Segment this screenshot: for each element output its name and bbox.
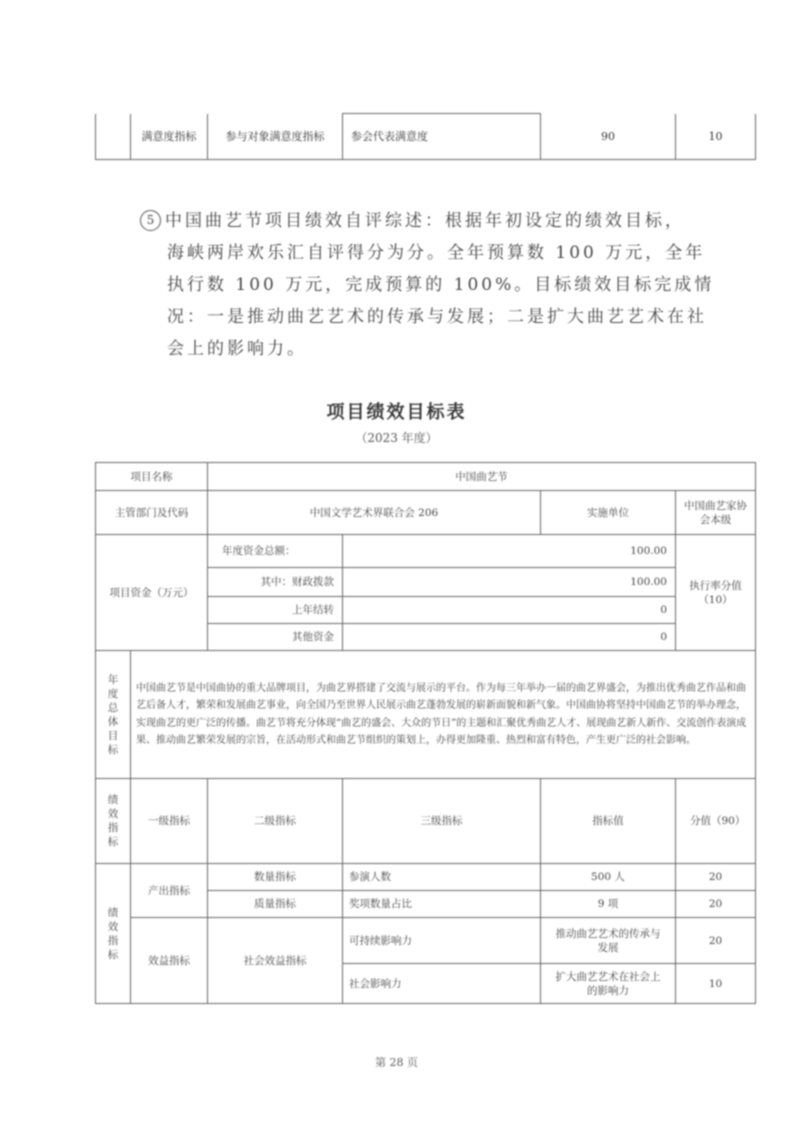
funds-fiscal-label: 其中：财政拨款 — [208, 568, 343, 597]
indicator-score: 10 — [676, 114, 756, 160]
row-value-influence: 扩大曲艺艺术在社会上的影响力 — [541, 964, 676, 1004]
exec-weight-label: 执行率分值（10） — [676, 535, 756, 651]
table-title: 项目绩效目标表 — [326, 402, 467, 423]
funds-total-value: 100.00 — [343, 535, 676, 568]
header-level-2: 二级指标 — [208, 779, 343, 864]
row-score-awards: 20 — [676, 891, 756, 918]
row-l3-awards: 奖项数量占比 — [343, 891, 541, 918]
page-number: 第 28 页 — [375, 1056, 418, 1069]
project-name-label: 项目名称 — [96, 463, 208, 491]
funds-other-label: 其他资金 — [208, 624, 343, 651]
row-value-sustainable: 推动曲艺艺术的传承与发展 — [541, 918, 676, 964]
row-l1-output: 产出指标 — [131, 864, 208, 918]
funds-other-value: 0 — [343, 624, 676, 651]
perf-label-top: 绩效指标 — [96, 779, 131, 864]
row-l3-sustainable: 可持续影响力 — [343, 918, 541, 964]
item-number-marker: 5 — [140, 210, 161, 231]
table-subtitle: （2023 年度） — [355, 431, 438, 445]
indicator-name: 参会代表满意度 — [343, 114, 541, 160]
funds-fiscal-value: 100.00 — [343, 568, 676, 597]
row-score-participants: 20 — [676, 864, 756, 891]
funds-carryover-label: 上年结转 — [208, 597, 343, 624]
indicator-level-3: 参与对象满意度指标 — [208, 114, 343, 160]
dept-value: 中国文学艺术界联合会 206 — [208, 491, 541, 535]
header-score: 分值（90） — [676, 779, 756, 864]
dept-label: 主管部门及代码 — [96, 491, 208, 535]
row-l2-quality: 质量指标 — [208, 891, 343, 918]
impl-label: 实施单位 — [541, 491, 676, 535]
header-level-1: 一级指标 — [131, 779, 208, 864]
header-value: 指标值 — [541, 779, 676, 864]
funds-total-label: 年度资金总额： — [208, 535, 343, 568]
row-l2-social: 社会效益指标 — [208, 918, 343, 1004]
indicator-value: 90 — [541, 114, 676, 160]
row-l2-quantity: 数量指标 — [208, 864, 343, 891]
project-name: 中国曲艺节 — [208, 463, 756, 491]
header-level-3: 三级指标 — [343, 779, 541, 864]
indicator-level-2: 满意度指标 — [131, 114, 208, 160]
previous-table-fragment — [95, 113, 756, 160]
summary-rest: 海峡两岸欢乐汇自评得分为分。全年预算数 100 万元，全年执行数 100 万元，完成预算的 100%。目标绩效目标完成情况：一是推动曲艺艺术的传承与发展；二是扩大曲艺艺术在社会上的影响力。 — [167, 243, 715, 359]
summary-first-line: 中国曲艺节项目绩效自评综述：根据年初设定的绩效目标， — [165, 211, 685, 231]
row-value-awards: 9 项 — [541, 891, 676, 918]
funds-carryover-value: 0 — [343, 597, 676, 624]
summary-paragraph — [140, 205, 715, 365]
perf-label: 绩效指标 — [96, 864, 131, 1004]
annual-goal-label: 年度总体目标 — [96, 651, 131, 779]
impl-value: 中国曲艺家协会本级 — [676, 491, 756, 535]
performance-target-table — [95, 462, 756, 1004]
row-l1-benefit: 效益指标 — [131, 918, 208, 1004]
row-value-participants: 500 人 — [541, 864, 676, 891]
row-score-sustainable: 20 — [676, 918, 756, 964]
row-l3-influence: 社会影响力 — [343, 964, 541, 1004]
empty-cell — [96, 114, 131, 160]
row-score-influence: 10 — [676, 964, 756, 1004]
row-l3-participants: 参演人数 — [343, 864, 541, 891]
annual-goal-text: 中国曲艺节是中国曲协的重大品牌项目，为曲艺界搭建了交流与展示的平台。作为每三年举办一届的曲艺界盛会，为推出优秀曲艺作品和曲艺后备人才，繁荣和发展曲艺事业，向全国乃至世界人民展示曲艺蓬勃发展的崭新面貌和新气象。中国曲协将坚持中国曲艺节的举办理念，实现曲艺的更广泛的传播。曲艺节将充分体现“曲艺的盛会、大众的节日”的主题和汇聚优秀曲艺人才、展现曲艺新人新作、交流创作表演成果、推动曲艺繁荣发展的宗旨，在活动形式和曲艺节组织的策划上，办得更加隆重、热烈和富有特色，产生更广泛的社会影响。 — [131, 651, 756, 779]
funds-label: 项目资金（万元） — [96, 535, 208, 651]
